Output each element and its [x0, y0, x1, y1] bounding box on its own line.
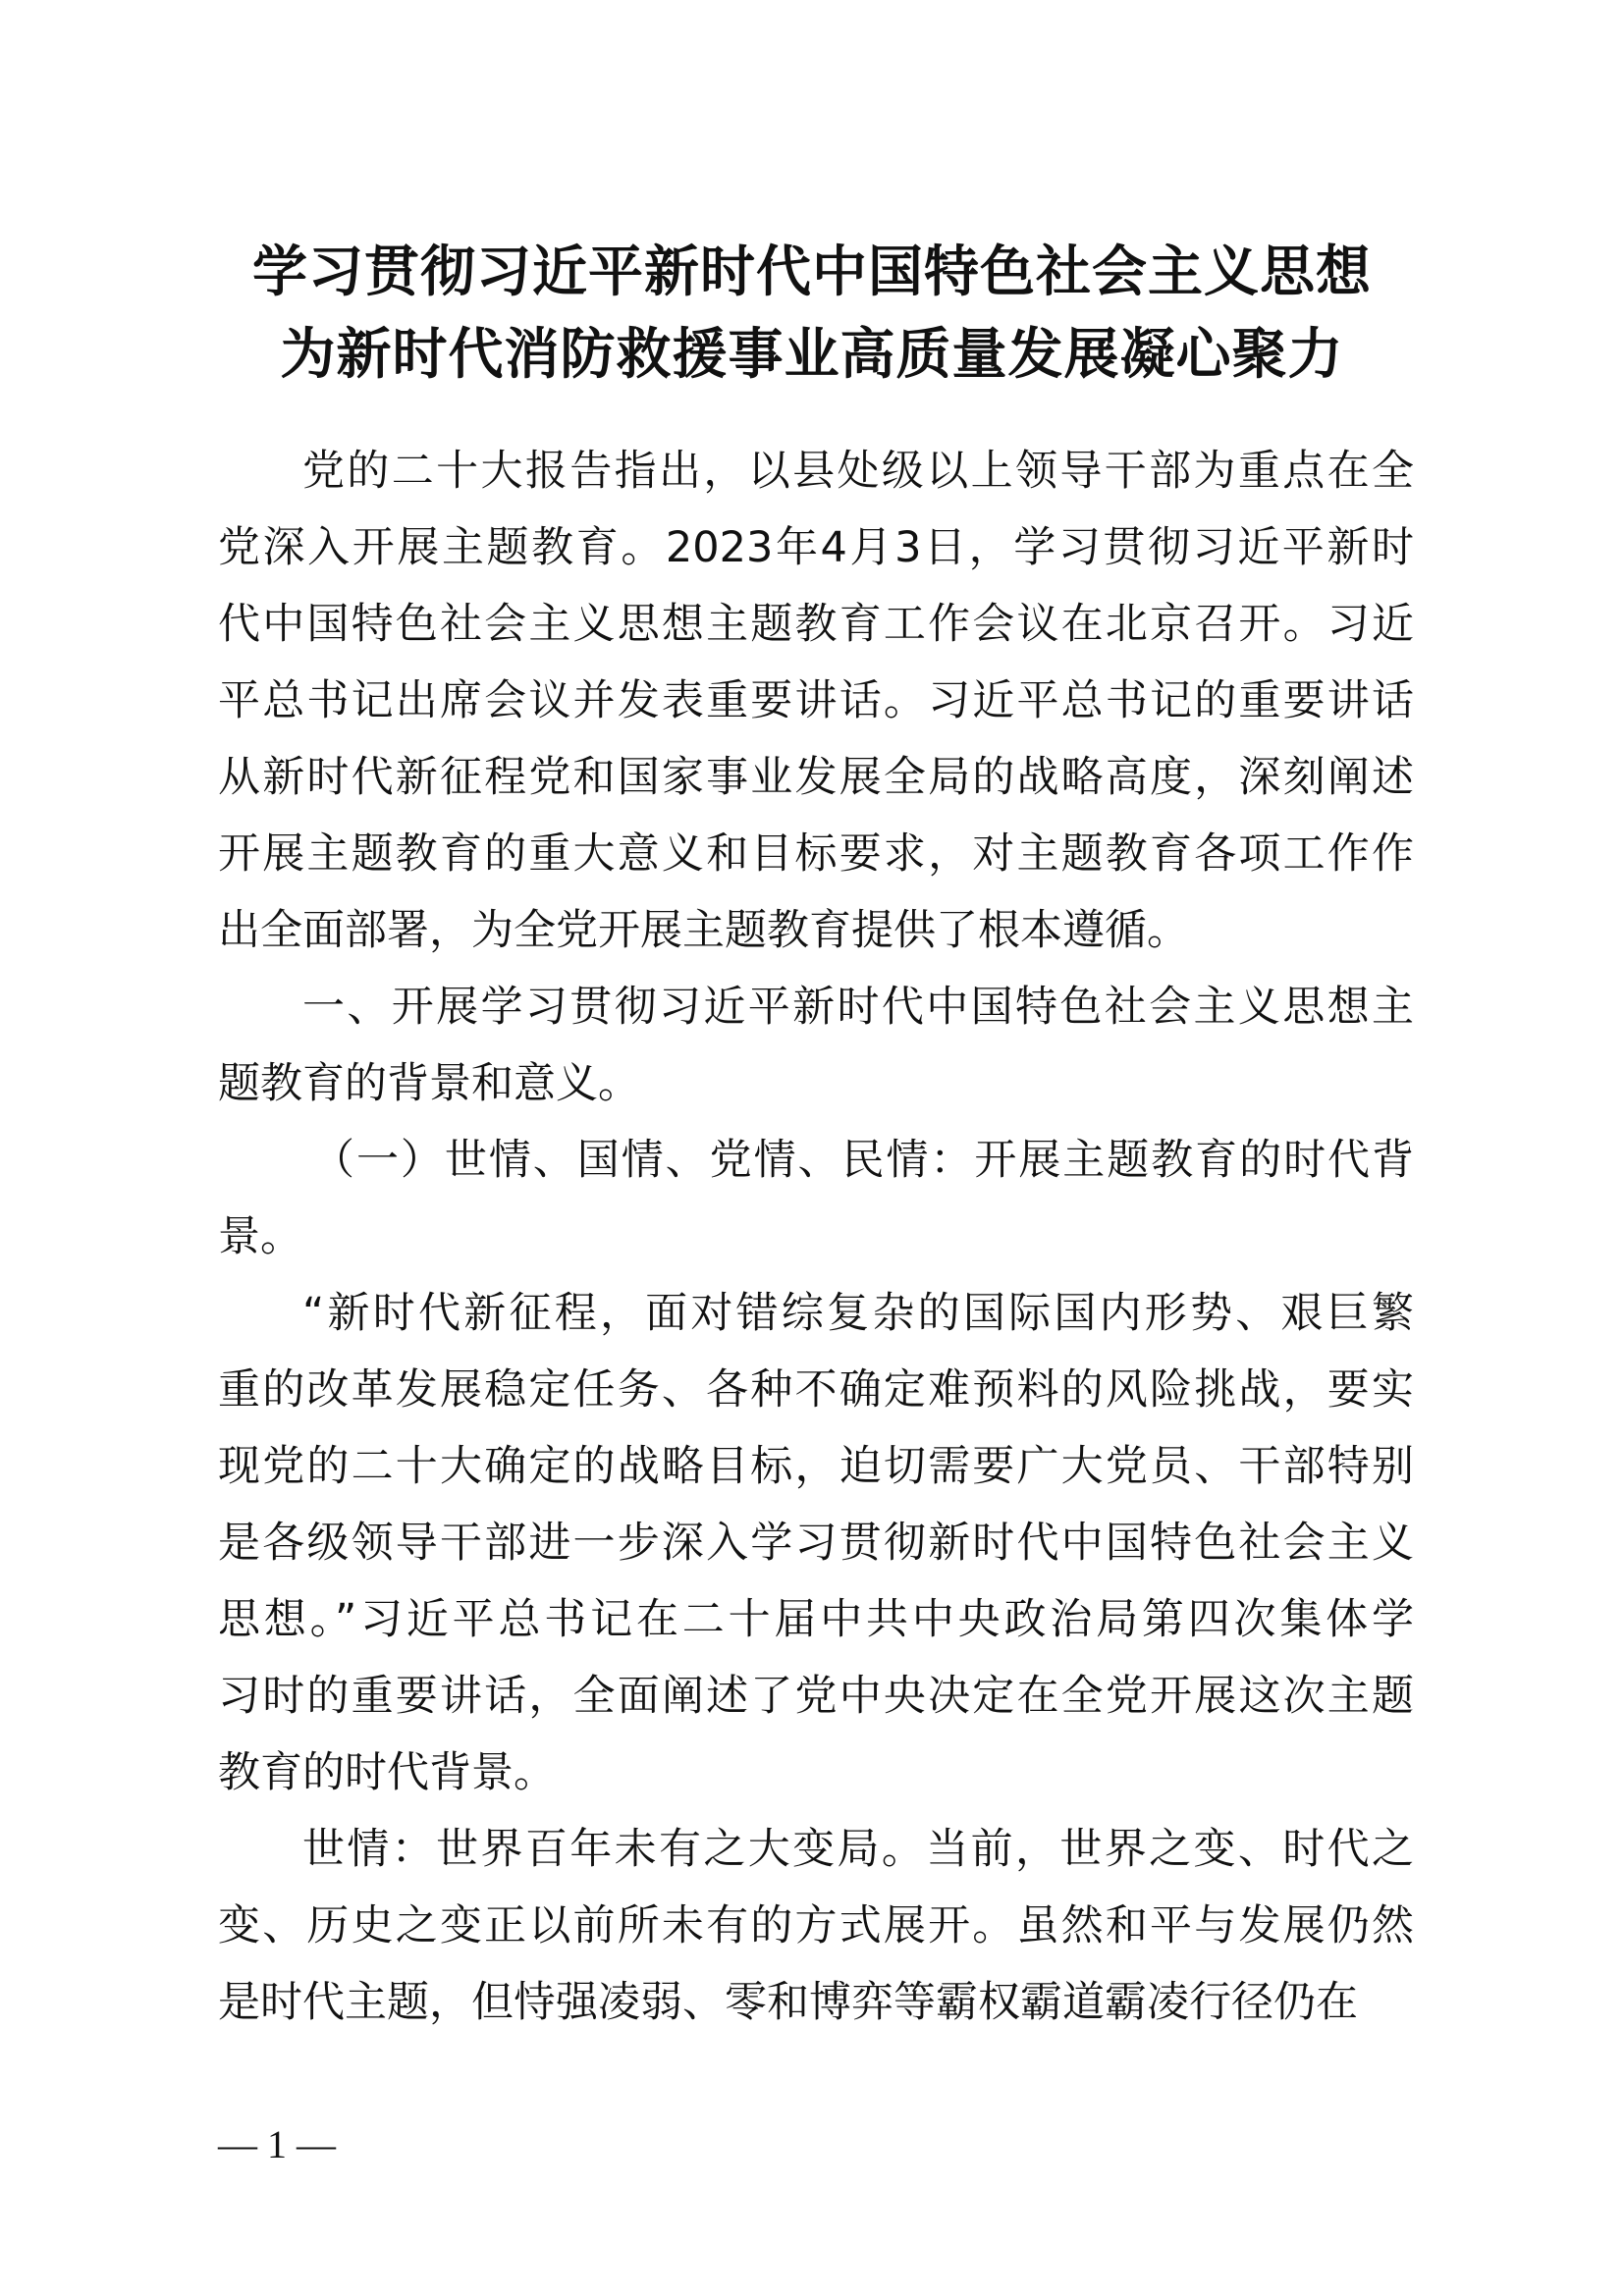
paragraph-line: 党的二十大报告指出，以县处级以上领导干部为重点在全 [302, 447, 1414, 496]
paragraph-line: 教育的时代背景。 [218, 1748, 556, 1797]
paragraph-line: 是各级领导干部进一步深入学习贯彻新时代中国特色社会主义 [218, 1519, 1414, 1568]
paragraph [218, 1122, 1414, 1275]
paragraph [218, 1811, 1414, 2041]
document-body [218, 433, 1414, 2041]
paragraph [218, 1275, 1414, 1811]
paragraph-line: 题教育的背景和意义。 [218, 1059, 640, 1108]
paragraph [218, 969, 1414, 1122]
paragraph-line: 重的改革发展稳定任务、各种不确定难预料的风险挑战，要实 [218, 1365, 1414, 1415]
paragraph-line: （一）世情、国情、党情、民情：开展主题教育的时代背 [312, 1136, 1414, 1185]
paragraph-line: 习时的重要讲话，全面阐述了党中央决定在全党开展这次主题 [218, 1672, 1414, 1721]
paragraph-line: “新时代新征程，面对错综复杂的国际国内形势、艰巨繁 [302, 1289, 1414, 1338]
paragraph-line: 出全面部署，为全党开展主题教育提供了根本遵循。 [218, 906, 1189, 955]
paragraph-line: 思想。”习近平总书记在二十届中共中央政治局第四次集体学 [218, 1595, 1414, 1644]
paragraph-line: 是时代主题，但恃强凌弱、零和博弈等霸权霸道霸凌行径仍在 [218, 1978, 1358, 2027]
paragraph-line: 变、历史之变正以前所未有的方式展开。虽然和平与发展仍然 [218, 1901, 1414, 1950]
document-title [196, 232, 1428, 397]
paragraph-line: 世情：世界百年未有之大变局。当前，世界之变、时代之 [302, 1825, 1414, 1874]
paragraph [218, 433, 1414, 969]
paragraph-line: 平总书记出席会议并发表重要讲话。习近平总书记的重要讲话 [218, 676, 1414, 725]
paragraph-line: 党深入开展主题教育。2023年4月3日，学习贯彻习近平新时 [218, 523, 1414, 572]
paragraph-line: 现党的二十大确定的战略目标，迫切需要广大党员、干部特别 [218, 1442, 1414, 1491]
paragraph-line: 景。 [218, 1212, 302, 1261]
paragraph-line: 开展主题教育的重大意义和目标要求，对主题教育各项工作作 [218, 829, 1414, 879]
title-line-1: 学习贯彻习近平新时代中国特色社会主义思想 [252, 240, 1372, 304]
paragraph-line: 代中国特色社会主义思想主题教育工作会议在北京召开。习近 [218, 600, 1414, 649]
title-line-2: 为新时代消防救援事业高质量发展凝心聚力 [280, 323, 1344, 387]
page-number: — 1 — [218, 2122, 336, 2166]
paragraph-line: 一、开展学习贯彻习近平新时代中国特色社会主义思想主 [302, 983, 1414, 1032]
paragraph-line: 从新时代新征程党和国家事业发展全局的战略高度，深刻阐述 [218, 753, 1414, 802]
